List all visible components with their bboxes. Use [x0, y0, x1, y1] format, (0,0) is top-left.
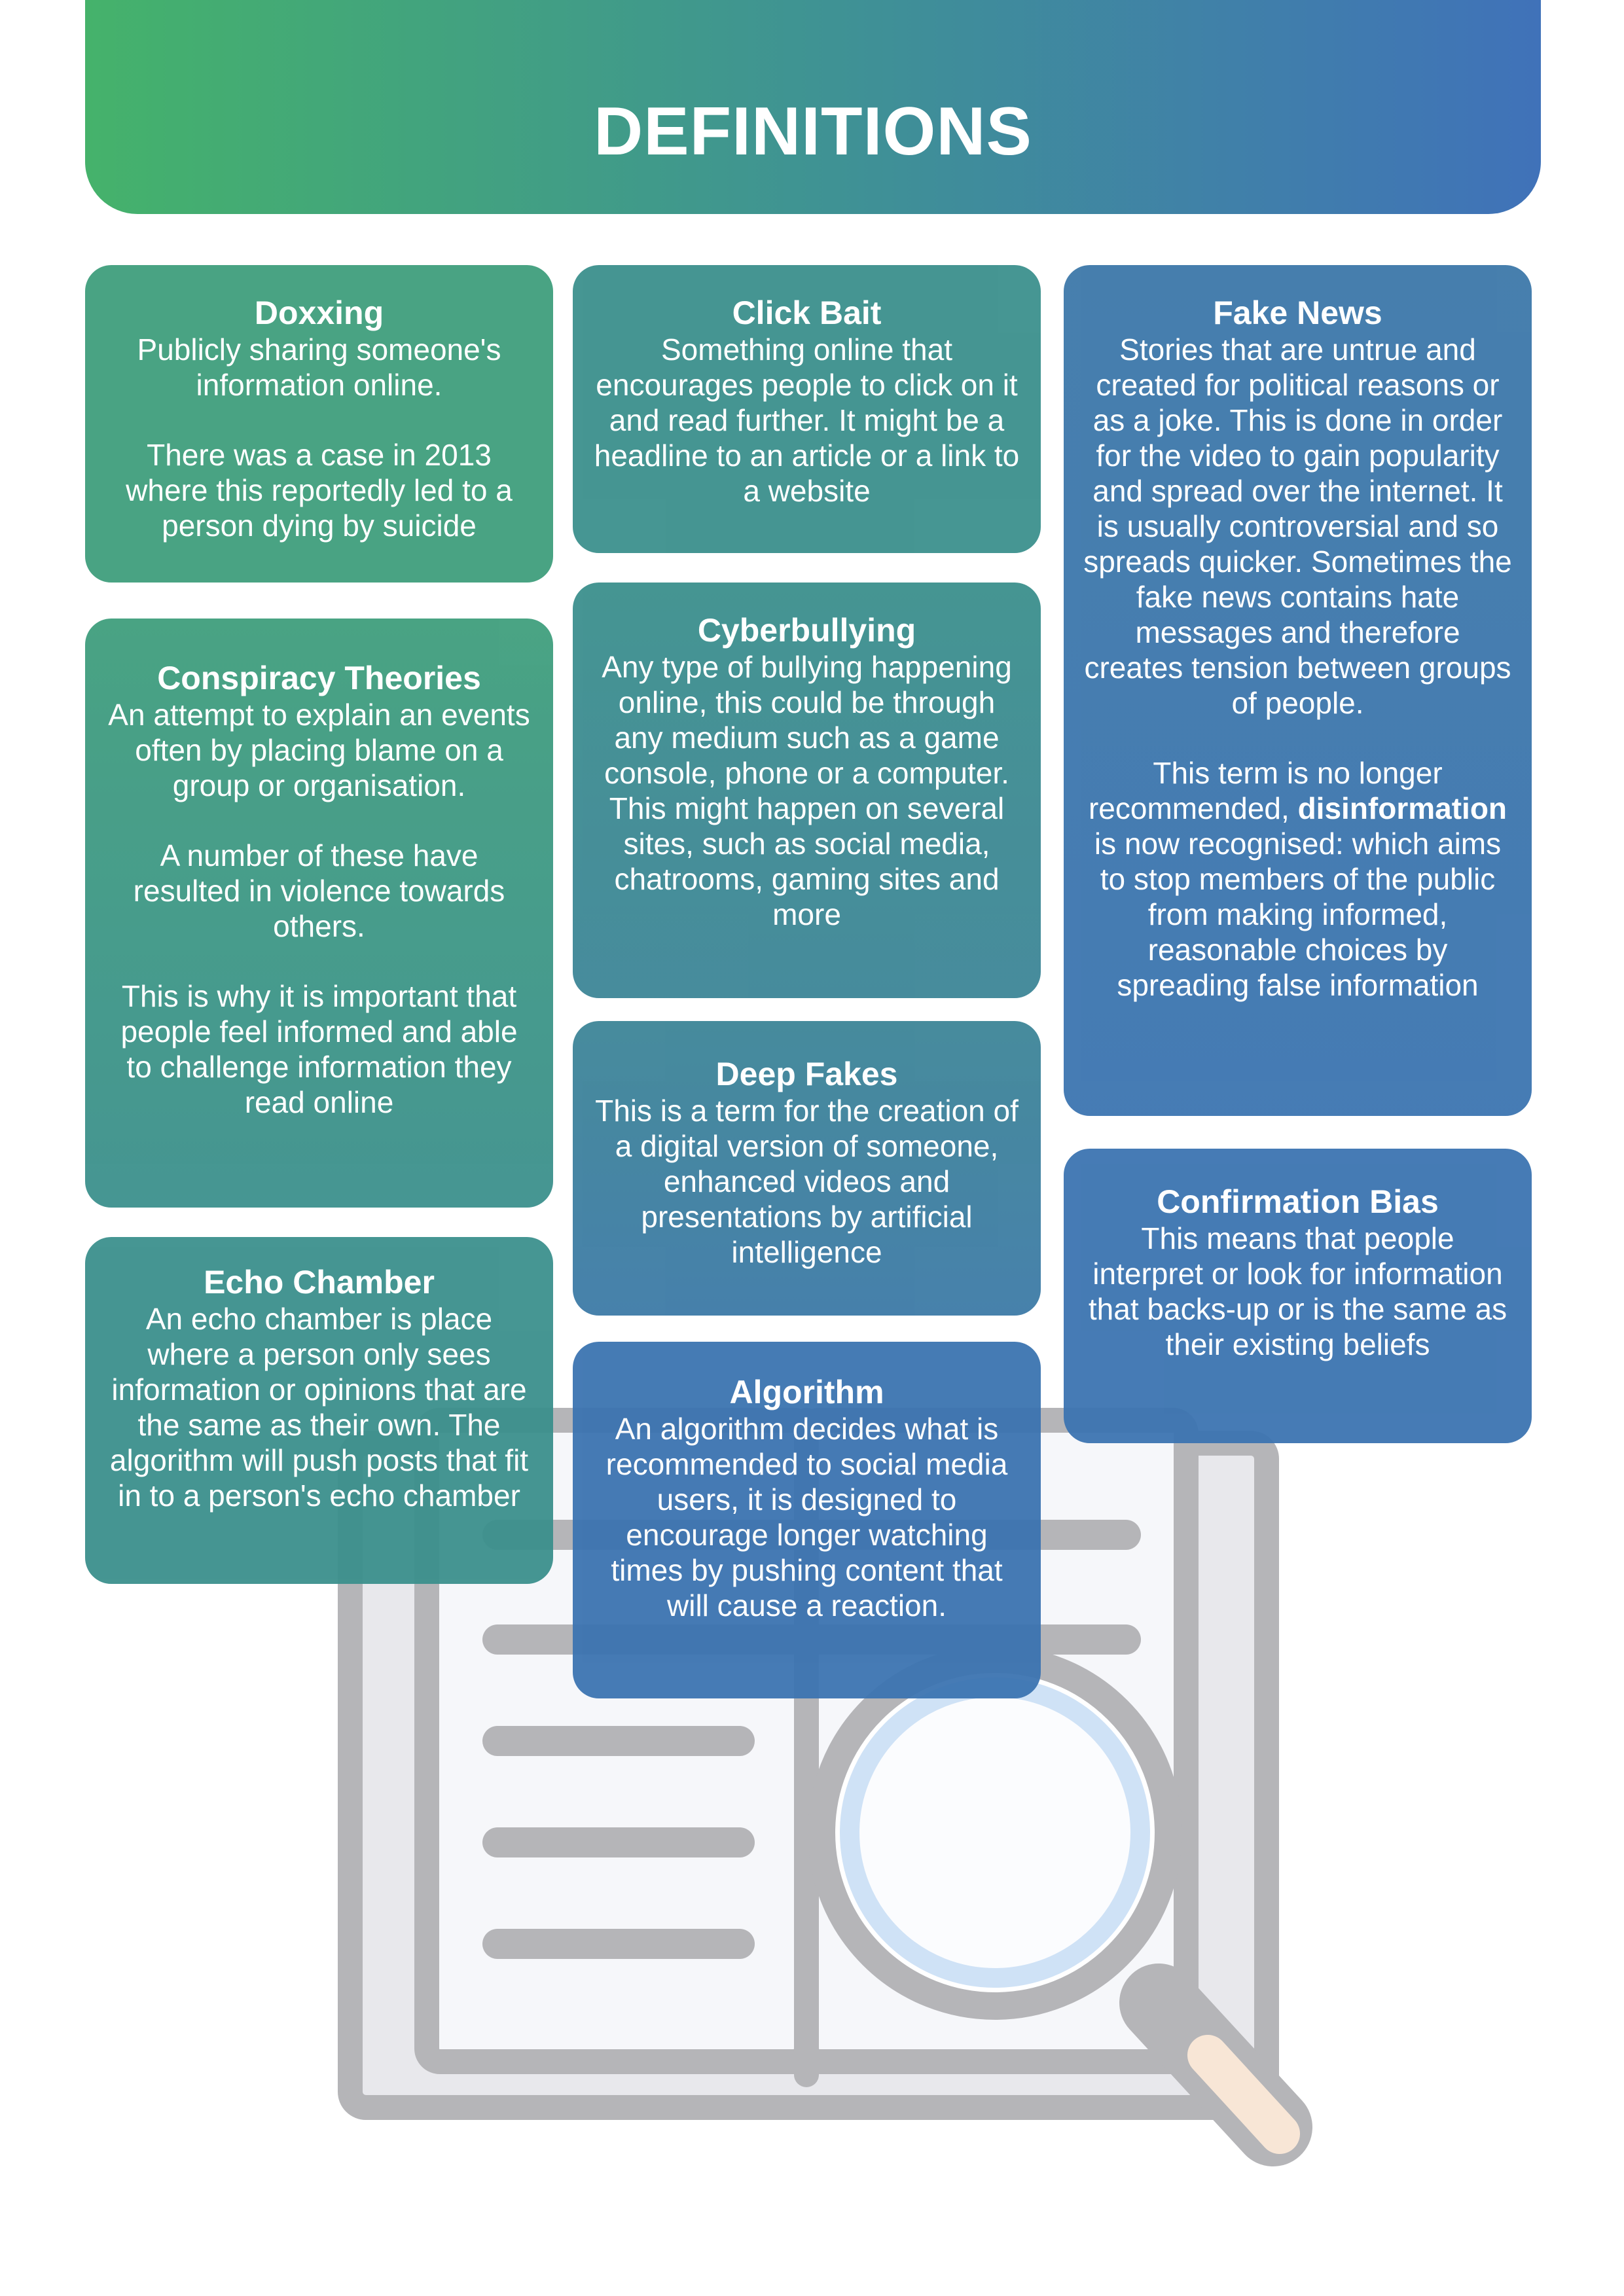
- card-echo-chamber: [85, 1237, 553, 1584]
- card-text: An echo chamber is place where a person only sees information or opinions that are the same as their own. The algorithm will push posts that fit in to a person's echo chamber: [109, 1302, 529, 1513]
- disinformation-term: disinformation: [1297, 791, 1507, 825]
- card-fake-news: [1064, 265, 1532, 1116]
- card-title: Echo Chamber: [204, 1264, 435, 1300]
- card-text: Any type of bullying happening online, this could be through any medium such as a game console, phone or a computer. This might happen on several sites, such as social media, chatrooms, gaming sites and more: [602, 650, 1012, 931]
- card-text: An algorithm decides what is recommended to social media users, it is designed to encourage longer watching times by pushing content that will cause a reaction.: [605, 1412, 1008, 1623]
- card-deep-fakes: [573, 1021, 1041, 1316]
- card-text: An attempt to explain an events often by placing blame on a group or organisation.: [108, 698, 530, 802]
- card-title: Cyberbullying: [697, 612, 916, 649]
- card-text-part: is now recognised: which aims to stop members of the public from making informed, reasonable choices by spreading false information: [1094, 827, 1502, 1002]
- card-doxxing: [85, 265, 553, 583]
- card-title: Algorithm: [729, 1374, 884, 1410]
- card-text: There was a case in 2013 where this reportedly led to a person dying by suicide: [126, 438, 513, 543]
- card-title: Deep Fakes: [715, 1056, 898, 1092]
- card-text: This means that people interpret or look for information that backs-up or is the same as their existing beliefs: [1088, 1221, 1507, 1361]
- card-cyberbullying: [573, 583, 1041, 998]
- card-text: [1083, 755, 1512, 1003]
- card-text: Stories that are untrue and created for political reasons or as a joke. This is done in order for the video to gain popularity and spread over the internet. It is usually controversial and so spreads quicker. Sometimes the fake news contains hate messages and therefore creates tension between groups of people.: [1083, 332, 1512, 720]
- card-text: Publicly sharing someone's information online.: [137, 332, 501, 402]
- card-click-bait: [573, 265, 1041, 553]
- card-conspiracy-theories: [85, 619, 553, 1208]
- card-title: Confirmation Bias: [1157, 1183, 1439, 1220]
- card-confirmation-bias: [1064, 1149, 1532, 1443]
- card-algorithm: [573, 1342, 1041, 1698]
- card-text: Something online that encourages people to click on it and read further. It might be a headline to an article or a link to a website: [594, 332, 1020, 508]
- card-text: This is why it is important that people feel informed and able to challenge information they read online: [120, 979, 518, 1119]
- card-text: This is a term for the creation of a digital version of someone, enhanced videos and presentations by artificial intelligence: [595, 1094, 1019, 1269]
- card-title: Conspiracy Theories: [157, 660, 481, 696]
- card-title: Fake News: [1213, 295, 1382, 331]
- card-title: Doxxing: [254, 295, 384, 331]
- card-title: Click Bait: [732, 295, 882, 331]
- card-text-part: This term is no longer recommended,: [1088, 756, 1443, 825]
- page-title: DEFINITIONS: [594, 94, 1032, 170]
- card-text: A number of these have resulted in violence towards others.: [133, 838, 505, 943]
